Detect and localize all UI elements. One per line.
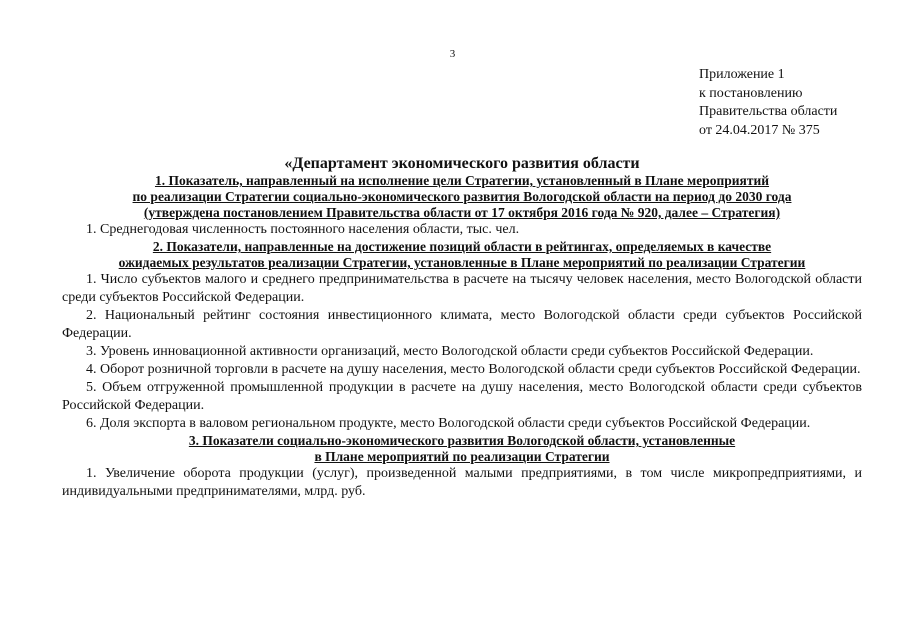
- indicator-item: 1. Среднегодовая численность постоянного населения области, тыс. чел.: [86, 222, 520, 237]
- section-heading-2: [62, 239, 862, 271]
- appendix-block: [699, 66, 837, 140]
- indicator-item: 1. Увеличение оборота продукции (услуг), произведенной малыми предприятиями, в том числе микропредприятиями, и индивидуальными предпринимателями, млрд. руб.: [62, 466, 862, 499]
- indicator-item: 6. Доля экспорта в валовом региональном продукте, место Вологодской области среди субъектов Российской Федерации.: [86, 416, 811, 431]
- indicator-item: 4. Оборот розничной торговли в расчете на душу населения, место Вологодской области среди субъектов Российской Федерации.: [86, 362, 861, 377]
- section-heading-line: 1. Показатель, направленный на исполнение цели Стратегии, установленный в Плане мероприятий: [154, 173, 770, 188]
- section-heading-3: [62, 433, 862, 465]
- document-body: [62, 154, 862, 501]
- appendix-line: Приложение 1: [699, 67, 785, 82]
- page-number: 3: [449, 48, 456, 60]
- appendix-line: от 24.04.2017 № 375: [699, 122, 820, 138]
- section-heading-line: 2. Показатели, направленные на достижение позиций области в рейтингах, определяемых в качестве: [152, 239, 772, 254]
- section-heading-line: (утверждена постановлением Правительства области от 17 октября 2016 года № 920, далее – Стратегия): [143, 205, 781, 220]
- section-heading-1: [62, 173, 862, 221]
- indicator-item: 3. Уровень инновационной активности организаций, место Вологодской области среди субъектов Российской Федерации.: [86, 344, 814, 359]
- section-heading-line: в Плане мероприятий по реализации Стратегии: [314, 449, 610, 464]
- section-heading-line: ожидаемых результатов реализации Стратегии, установленные в Плане мероприятий по реализации Стратегии: [118, 255, 806, 270]
- indicator-item: 5. Объем отгруженной промышленной продукции в расчете на душу населения, место Вологодской области среди субъектов Российской Федерации.: [62, 380, 862, 413]
- appendix-line: Правительства области: [699, 104, 838, 119]
- section-heading-line: 3. Показатели социально-экономического развития Вологодской области, установленные: [188, 433, 736, 448]
- indicator-item: 2. Национальный рейтинг состояния инвестиционного климата, место Вологодской области среди субъектов Российской Федерации.: [62, 308, 862, 341]
- indicator-item: 1. Число субъектов малого и среднего предпринимательства в расчете на тысячу человек населения, место Вологодской области среди субъектов Российской Федерации.: [62, 272, 862, 305]
- document-title: «Департамент экономического развития области: [284, 155, 640, 172]
- section-heading-line: по реализации Стратегии социально-экономического развития Вологодской области на период до 2030 года: [132, 189, 792, 204]
- appendix-line: к постановлению: [699, 85, 803, 101]
